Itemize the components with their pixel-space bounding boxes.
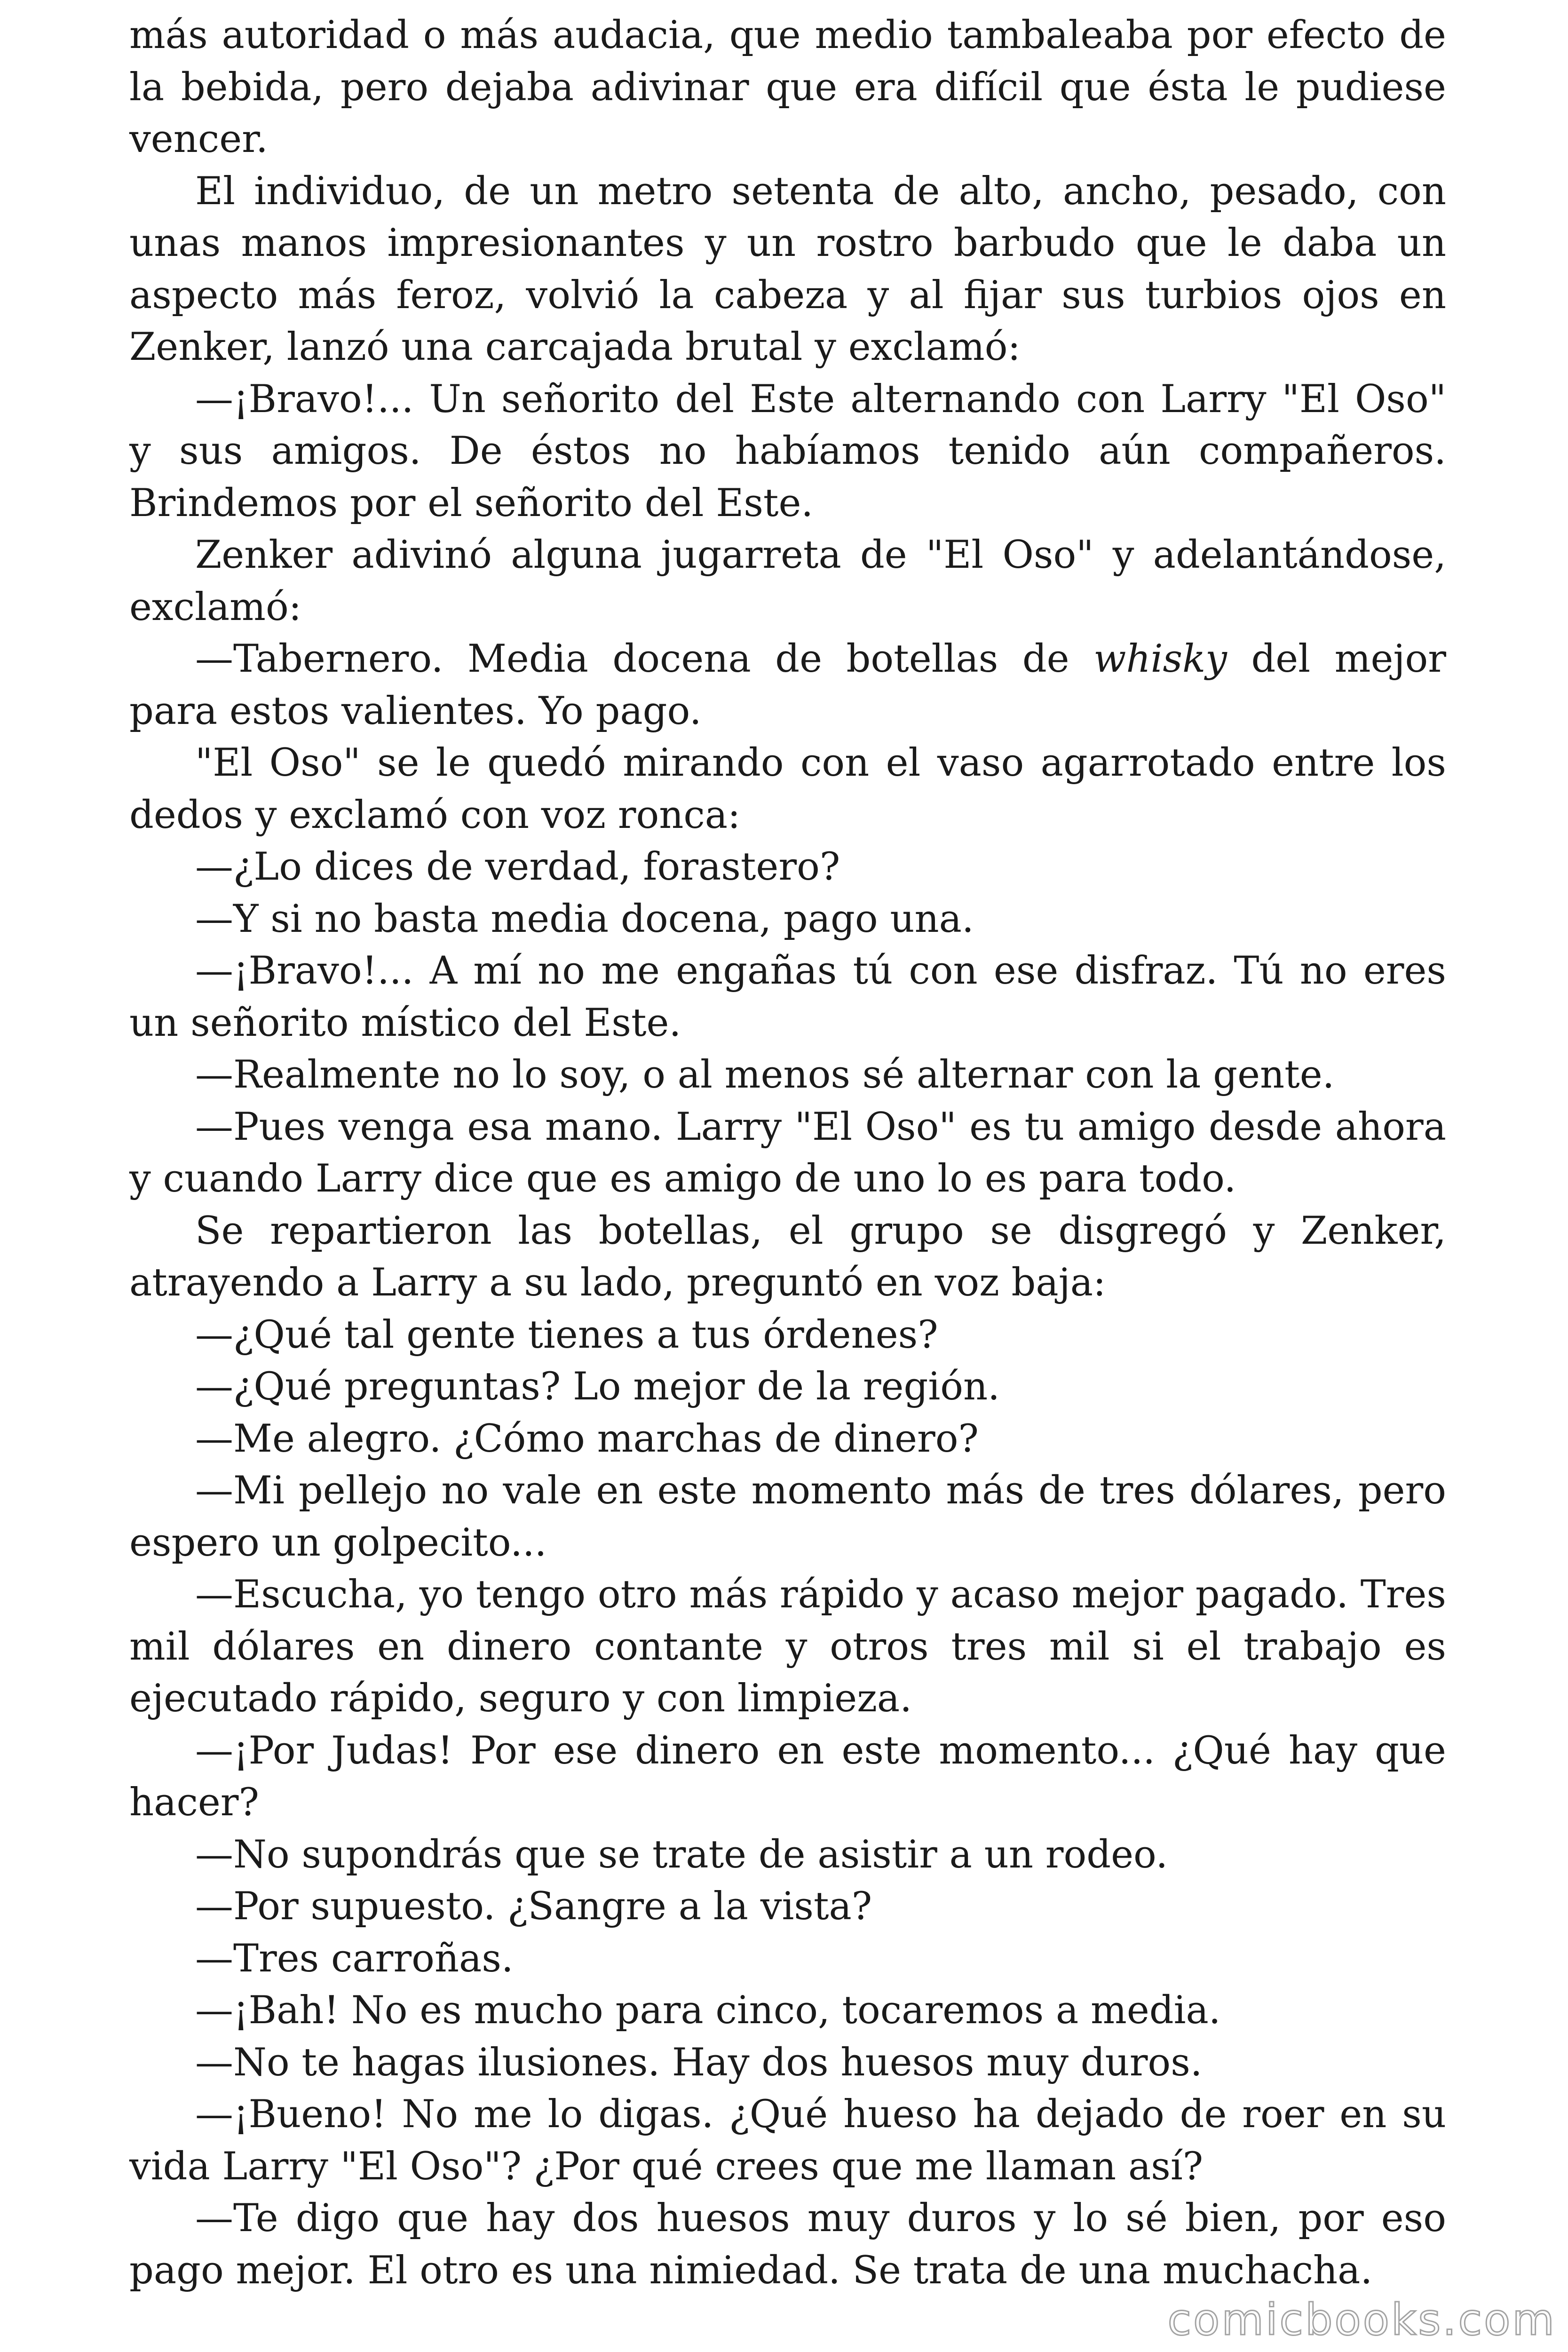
paragraph-5-end: del mejor para estos valientes. Yo pago. (129, 637, 1446, 733)
paragraph-6: "El Oso" se le quedó mirando con el vaso agarrotado entre los dedos y exclamó con voz ronca: (129, 741, 1446, 837)
paragraph-4: Zenker adivinó alguna jugarreta de "El Oso" y adelantándose, exclamó: (129, 533, 1446, 629)
paragraph-23: —No te hagas ilusiones. Hay dos huesos muy duros. (195, 2040, 1203, 2085)
paragraph-5 (129, 633, 1446, 737)
paragraph-8: —Y si no basta media docena, pago una. (195, 897, 974, 941)
paragraph-14: —¿Qué preguntas? Lo mejor de la región. (195, 1365, 1000, 1409)
paragraph-11: —Pues venga esa mano. Larry "El Oso" es tu amigo desde ahora y cuando Larry dice que es amigo de uno lo es para todo. (129, 1104, 1446, 1201)
document-page (129, 9, 1446, 2296)
paragraph-20: —Por supuesto. ¿Sangre a la vista? (195, 1884, 872, 1929)
paragraph-17: —Escucha, yo tengo otro más rápido y acaso mejor pagado. Tres mil dólares en dinero contante y otros tres mil si el trabajo es ejecutado rápido, seguro y con limpieza. (129, 1573, 1446, 1721)
paragraph-16: —Mi pellejo no vale en este momento más de tres dólares, pero espero un golpecito... (129, 1469, 1446, 1565)
paragraph-13: —¿Qué tal gente tienes a tus órdenes? (195, 1312, 938, 1357)
paragraph-2: El individuo, de un metro setenta de alto, ancho, pesado, con unas manos impresionantes y un rostro barbudo que le daba un aspecto más feroz, volvió la cabeza y al fijar sus turbios ojos en Zenker, lanzó una carcajada brutal y exclamó: (129, 169, 1446, 369)
paragraph-19: —No supondrás que se trate de asistir a un rodeo. (195, 1832, 1168, 1877)
watermark: comicbooks.com (1167, 2295, 1556, 2345)
paragraph-18: —¡Por Judas! Por ese dinero en este momento... ¿Qué hay que hacer? (129, 1728, 1446, 1825)
paragraph-12: Se repartieron las botellas, el grupo se disgregó y Zenker, atrayendo a Larry a su lado, preguntó en voz baja: (129, 1208, 1446, 1305)
paragraph-15: —Me alegro. ¿Cómo marchas de dinero? (195, 1416, 979, 1461)
paragraph-24: —¡Bueno! No me lo digas. ¿Qué hueso ha dejado de roer en su vida Larry "El Oso"? ¿Por qué crees que me llaman así? (129, 2092, 1446, 2189)
paragraph-9: —¡Bravo!... A mí no me engañas tú con ese disfraz. Tú no eres un señorito místico del Este. (129, 949, 1446, 1045)
paragraph-5-emphasis: whisky (1093, 637, 1227, 681)
paragraph-25: —Te digo que hay dos huesos muy duros y lo sé bien, por eso pago mejor. El otro es una nimiedad. Se trata de una muchacha. (129, 2196, 1446, 2293)
paragraph-22: —¡Bah! No es mucho para cinco, tocaremos a media. (195, 1988, 1221, 2033)
paragraph-3: —¡Bravo!... Un señorito del Este alternando con Larry "El Oso" y sus amigos. De éstos no habíamos tenido aún compañeros. Brindemos por el señorito del Este. (129, 377, 1446, 525)
paragraph-1: más autoridad o más audacia, que medio tambaleaba por efecto de la bebida, pero dejaba adivinar que era difícil que ésta le pudiese vencer. (129, 13, 1446, 161)
paragraph-10: —Realmente no lo soy, o al menos sé alternar con la gente. (195, 1053, 1335, 1097)
paragraph-7: —¿Lo dices de verdad, forastero? (195, 845, 840, 889)
paragraph-5-start: —Tabernero. Media docena de botellas de (195, 637, 1094, 681)
paragraph-21: —Tres carroñas. (195, 1936, 514, 1981)
